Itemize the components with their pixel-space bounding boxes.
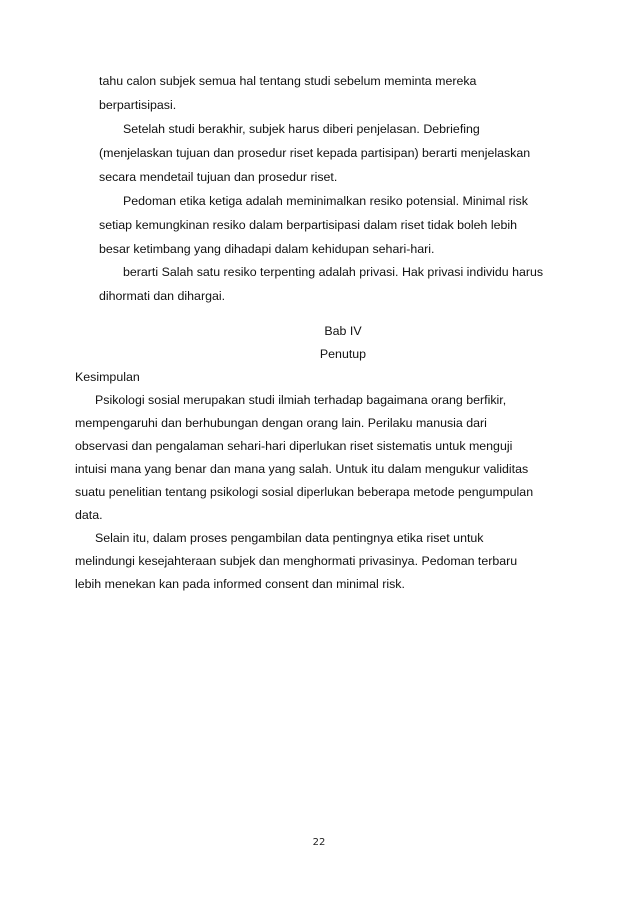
body-line: besar ketimbang yang dihadapi dalam kehidupan sehari-hari. [99, 242, 435, 256]
chapter-number: Bab IV [324, 324, 362, 338]
page-number: 22 [312, 837, 326, 848]
body-line: (menjelaskan tujuan dan prosedur riset kepada partisipan) berarti menjelaskan [99, 146, 531, 160]
body-line: mempengaruhi dan berhubungan dengan orang lain. Perilaku manusia dari [75, 416, 487, 430]
body-line: melindungi kesejahteraan subjek dan menghormati privasinya. Pedoman terbaru [75, 554, 518, 568]
body-line: suatu penelitian tentang psikologi sosial diperlukan beberapa metode pengumpulan [75, 485, 534, 499]
body-line: Pedoman etika ketiga adalah meminimalkan resiko potensial. Minimal risk [123, 194, 528, 208]
body-line: setiap kemungkinan resiko dalam berpartisipasi dalam riset tidak boleh lebih [99, 218, 518, 232]
body-line: data. [75, 508, 103, 522]
body-line: lebih menekan kan pada informed consent dan minimal risk. [75, 577, 405, 591]
body-line: tahu calon subjek semua hal tentang studi sebelum meminta mereka [99, 74, 477, 88]
body-line: observasi dan pengalaman sehari-hari diperlukan riset sistematis untuk menguji [75, 439, 513, 453]
chapter-title: Penutup [319, 347, 367, 361]
section-heading: Kesimpulan [75, 370, 140, 384]
body-line: Psikologi sosial merupakan studi ilmiah terhadap bagaimana orang berfikir, [95, 393, 507, 407]
body-line: secara mendetail tujuan dan prosedur riset. [99, 170, 338, 184]
body-line: berpartisipasi. [99, 98, 177, 112]
body-line: berarti Salah satu resiko terpenting adalah privasi. Hak privasi individu harus [123, 265, 544, 279]
body-line: intuisi mana yang benar dan mana yang salah. Untuk itu dalam mengukur validitas [75, 462, 529, 476]
body-line: dihormati dan dihargai. [99, 289, 226, 303]
body-line: Setelah studi berakhir, subjek harus diberi penjelasan. Debriefing [123, 122, 480, 136]
body-line: Selain itu, dalam proses pengambilan data pentingnya etika riset untuk [95, 531, 484, 545]
